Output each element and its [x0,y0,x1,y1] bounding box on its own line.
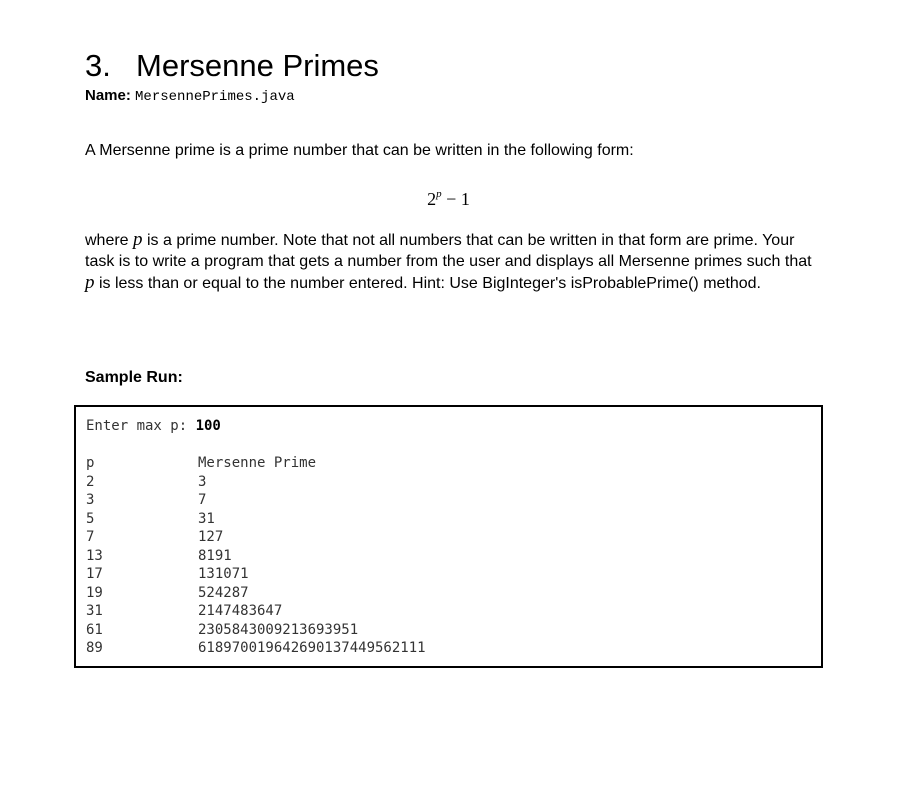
cell-p: 89 [86,640,103,656]
filename: MersennePrimes.java [135,89,295,105]
section-title [85,48,379,84]
sample-run-console [74,405,823,668]
cell-mersenne-prime: 31 [198,510,215,527]
description-paragraph [85,229,825,294]
cell-mersenne-prime: 3 [198,473,207,490]
header-mersenne-prime: Mersenne Prime [198,455,317,471]
name-label: Name: [85,87,131,104]
cell-mersenne-prime: 618970019642690137449562111 [198,640,426,656]
sample-run-label: Sample Run: [85,369,183,386]
cell-mersenne-prime: 2147483647 [198,603,283,619]
cell-mersenne-prime: 2305843009213693951 [198,621,359,638]
cell-p: 13 [86,547,103,564]
cell-p: 19 [86,584,103,601]
cell-p: 7 [86,529,95,545]
cell-mersenne-prime: 8191 [198,547,232,564]
cell-p: 17 [86,566,103,582]
variable-p: p [133,229,143,250]
prompt-input: 100 [195,418,221,434]
cell-p: 31 [86,603,103,619]
section-title-text: Mersenne Primes [136,48,379,83]
intro-paragraph: A Mersenne prime is a prime number that can be written in the following form: [85,142,634,159]
cell-p: 3 [86,492,95,508]
cell-mersenne-prime: 127 [198,529,224,545]
formula-rest: − 1 [441,189,470,209]
cell-p: 5 [86,510,95,527]
formula-base: 2 [427,189,437,209]
section-number: 3. [85,48,111,83]
cell-p: 61 [86,621,103,638]
cell-mersenne-prime: 131071 [198,566,249,582]
variable-p: p [85,272,95,293]
formula [0,182,897,211]
cell-mersenne-prime: 524287 [198,584,249,601]
description-part-1: where [85,232,134,249]
name-line [85,86,295,107]
cell-p: 2 [86,473,95,490]
cell-mersenne-prime: 7 [198,492,207,508]
description-part-3: is less than or equal to the number entered. Hint: Use BigInteger's isProbablePrime() method. [94,275,761,292]
formula-exponent: p [436,188,442,200]
prompt-text: Enter max p: [86,418,196,434]
description-part-2: is a prime number. Note that not all numbers that can be written in that form are prime. Your task is to write a program that gets a number from the user and displays all Mersenne primes such that [85,232,812,270]
console-prompt [86,417,221,435]
header-p: p [86,455,95,471]
